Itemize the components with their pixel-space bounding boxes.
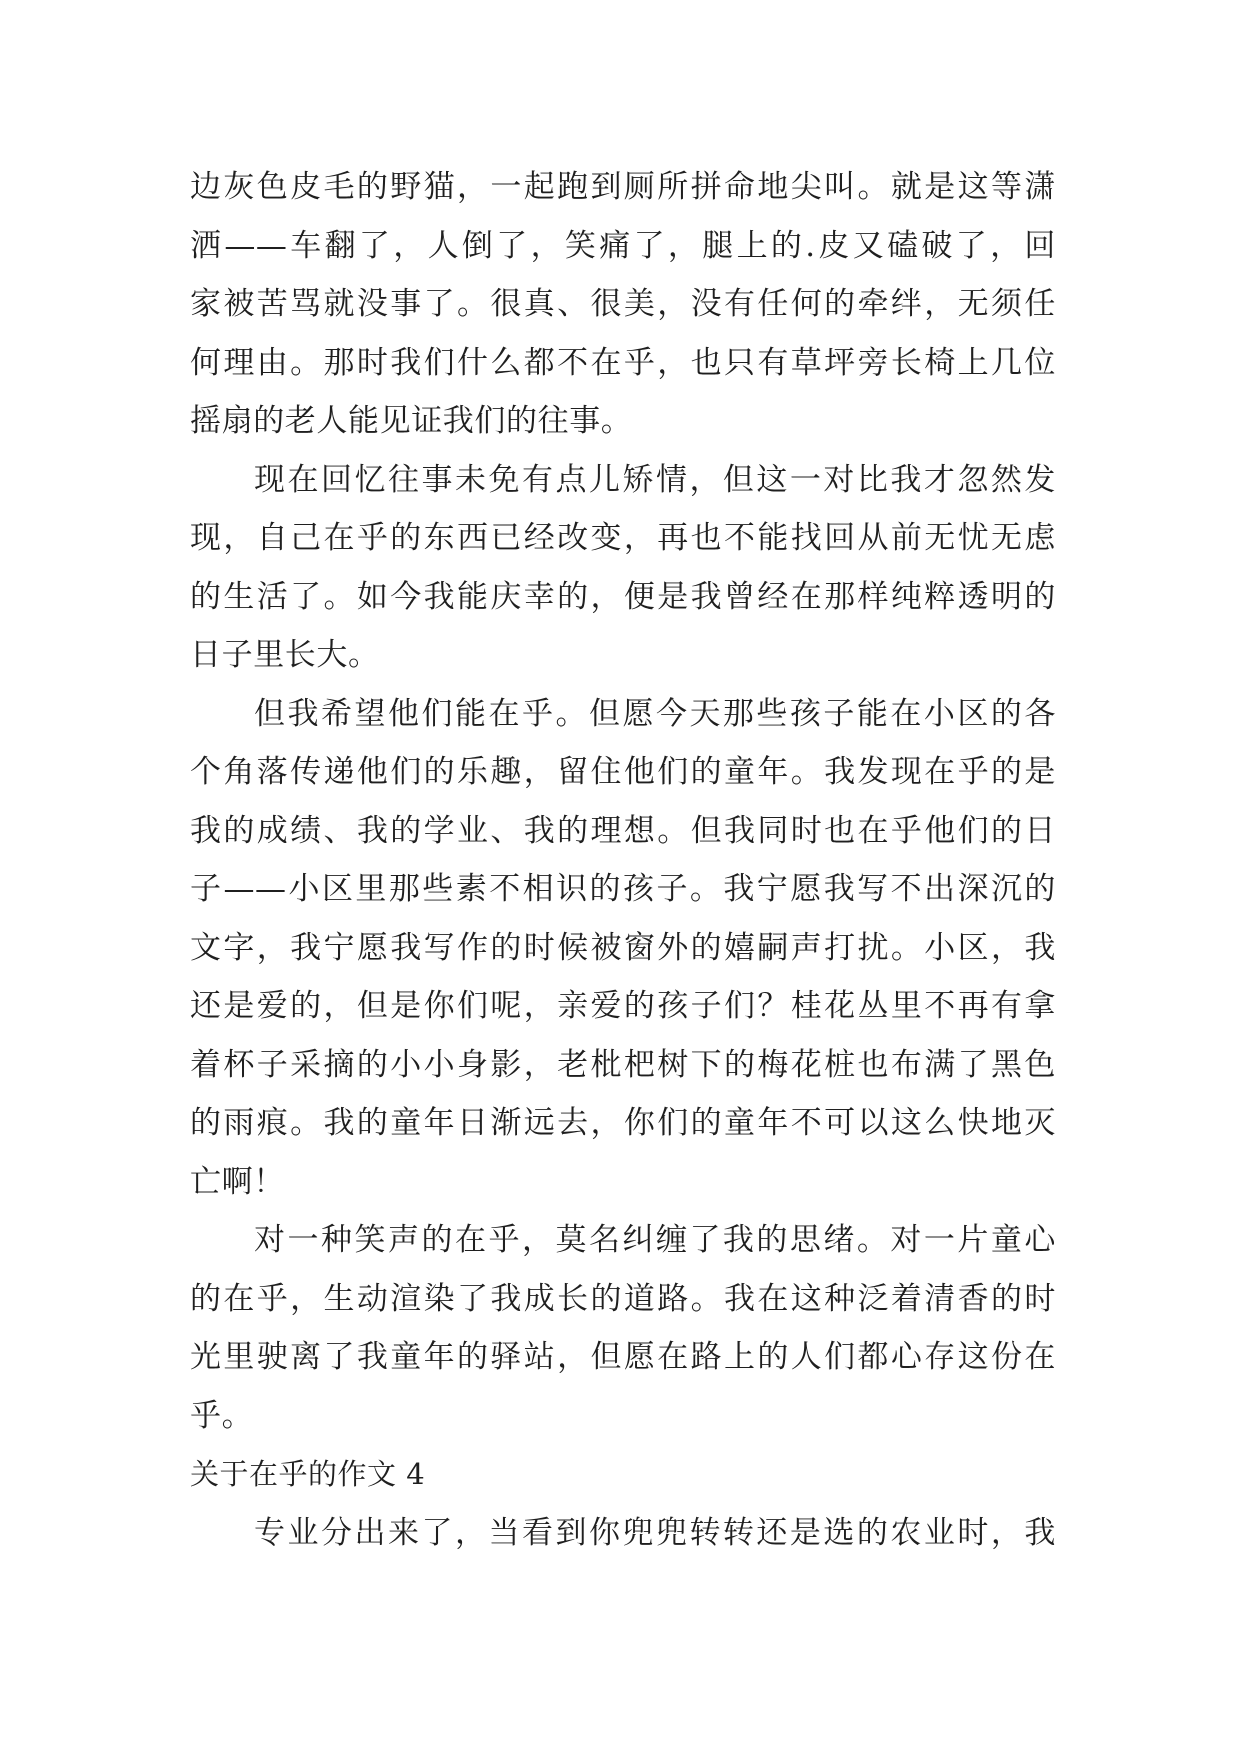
text-line: 文字，我宁愿我写作的时候被窗外的嬉嗣声打扰。小区，我 (190, 929, 1056, 966)
text-line: 我的成绩、我的学业、我的理想。但我同时也在乎他们的日 (190, 812, 1056, 849)
text-line: 的在乎，生动渲染了我成长的道路。我在这种泛着清香的时 (190, 1280, 1056, 1317)
text-line: 对一种笑声的在乎，莫名纠缠了我的思绪。对一片童心 (254, 1222, 1056, 1258)
text-line: 子——小区里那些素不相识的孩子。我宁愿我写不出深沉的 (190, 871, 1056, 907)
text-line: 洒——车翻了，人倒了，笑痛了，腿上的.皮又磕破了，回 (190, 227, 1056, 264)
text-line: 现，自己在乎的东西已经改变，再也不能找回从前无忧无虑 (190, 520, 1056, 556)
text-line: 专业分出来了，当看到你兜兜转转还是选的农业时，我 (254, 1514, 1056, 1551)
text-line: 个角落传递他们的乐趣，留住他们的童年。我发现在乎的是 (190, 754, 1056, 790)
paragraph-4 (190, 1211, 1056, 1445)
text-line: 日子里长大。 (190, 637, 380, 673)
text-line: 但我希望他们能在乎。但愿今天那些孩子能在小区的各 (254, 695, 1056, 732)
text-line: 边灰色皮毛的野猫，一起跑到厕所拼命地尖叫。就是这等潇 (190, 169, 1056, 205)
text-line: 还是爱的，但是你们呢，亲爱的孩子们？桂花丛里不再有拿 (190, 988, 1056, 1024)
paragraph-2 (190, 451, 1056, 685)
text-line: 家被苦骂就没事了。很真、很美，没有任何的牵绊，无须任 (190, 286, 1056, 322)
section-heading: 关于在乎的作文 4 (190, 1457, 426, 1491)
text-line: 现在回忆往事未免有点儿矫情，但这一对比我才忽然发 (254, 461, 1056, 498)
text-line: 何理由。那时我们什么都不在乎，也只有草坪旁长椅上几位 (190, 344, 1056, 381)
text-line: 摇扇的老人能见证我们的往事。 (190, 403, 633, 439)
document-body (190, 158, 1056, 1562)
text-line: 的生活了。如今我能庆幸的，便是我曾经在那样纯粹透明的 (190, 578, 1056, 615)
paragraph-3 (190, 685, 1056, 1212)
paragraph-1 (190, 158, 1056, 451)
text-line: 亡啊！ (190, 1163, 285, 1200)
text-line: 着杯子采摘的小小身影，老枇杷树下的梅花桩也布满了黑色 (190, 1046, 1056, 1083)
text-line: 乎。 (190, 1397, 254, 1434)
text-line: 的雨痕。我的童年日渐远去，你们的童年不可以这么快地灭 (190, 1105, 1056, 1141)
paragraph-5 (190, 1504, 1056, 1563)
text-line: 光里驶离了我童年的驿站，但愿在路上的人们都心存这份在 (190, 1339, 1056, 1375)
